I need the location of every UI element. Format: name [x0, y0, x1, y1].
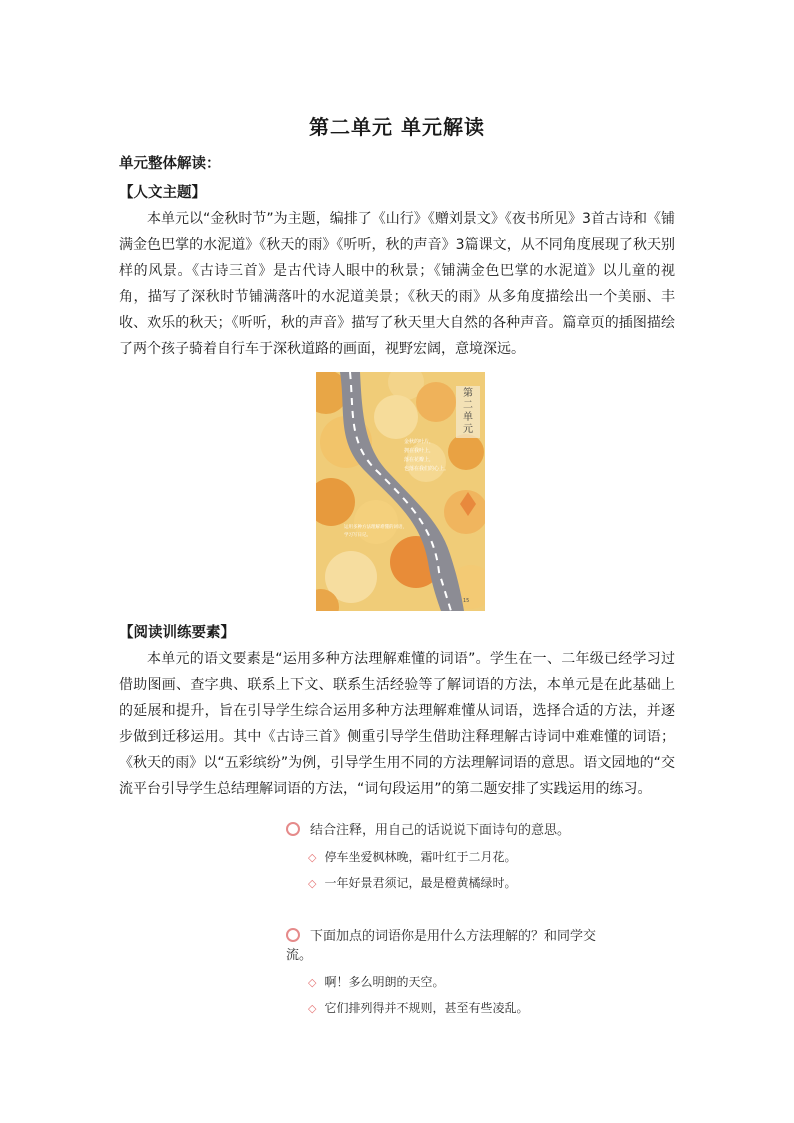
diamond-bullet-icon: ◇ [308, 1002, 317, 1015]
cover-page-number: 15 [463, 598, 470, 604]
exercise-title [286, 819, 586, 838]
exercise-item-text: 啊！多么明朗的天空。 [324, 975, 445, 989]
section-paragraph-reading: 本单元的语文要素是“运用多种方法理解难懂的词语”。学生在一、二年级已经学习过借助图画、查字典、联系上下文、联系生活经验等了解词语的方法，本单元是在此基础上的延展和提升，旨在引导学生综合运用多种方法理解难懂从词语，选择合适的方法，并逐步做到迁移运用。其中《古诗三首》侧重引导学生借助注释理解古诗词中难难懂的词语；《秋天的雨》以“五彩缤纷”为例，引导学生用不同的方法理解词语的意思。语文园地的“交流平台引导学生总结理解词语的方法，“词句段运用”的第二题安排了实践运用的练习。 [119, 651, 675, 797]
exercise-item-text: 一年好景君须记，最是橙黄橘绿时。 [324, 876, 517, 890]
exercise-title-text: 下面加点的词语你是用什么方法理解的？和同学交流。 [286, 929, 597, 963]
cover-unit-label: 第二单元 [463, 388, 473, 435]
exercise-item-text: 停车坐爱枫林晚，霜叶红于二月花。 [324, 850, 517, 864]
exercise-title-text: 结合注释，用自己的话说说下面诗句的意思。 [310, 823, 571, 838]
section-paragraph-humanities: 本单元以“金秋时节”为主题，编排了《山行》《赠刘景文》《夜书所见》3首古诗和《铺满金色巴掌的水泥道》《秋天的雨》《听听，秋的声音》3篇课文，从不同角度展现了秋天别样的风景。《古诗三首》是古代诗人眼中的秋景；《铺满金色巴掌的水泥道》以儿童的视角，描写了深秋时节铺满落叶的水泥道美景；《秋天的雨》从多角度描绘出一个美丽、丰收、欢乐的秋天；《听听，秋的声音》描写了秋天里大自然的各种声音。篇章页的插图描绘了两个孩子骑着自行车于深秋道路的画面，视野宏阔，意境深远。 [119, 211, 675, 357]
cover-poem [404, 438, 480, 474]
cover-caption-line: 运用多种方法理解难懂的词语， [344, 525, 407, 530]
diamond-bullet-icon: ◇ [308, 851, 317, 864]
exercise-item [308, 874, 586, 891]
exercise-block-2 [286, 925, 616, 1016]
page-title: 第二单元 单元解读 [309, 115, 485, 139]
cover-caption [344, 524, 434, 540]
diamond-bullet-icon: ◇ [308, 877, 317, 890]
section-heading-reading: 【阅读训练要素】 [119, 625, 235, 641]
cover-poem-line: 金秋的叶片， [404, 439, 435, 445]
exercise-block-1 [286, 819, 586, 891]
cover-poem-line: 也落在我们的心上。 [404, 466, 450, 472]
cover-poem-line: 落在花瓣上， [404, 457, 435, 463]
cover-poem-line: 拥在我叶上， [404, 448, 435, 454]
overall-heading: 单元整体解读： [119, 156, 221, 172]
diamond-bullet-icon: ◇ [308, 976, 317, 989]
exercise-item [308, 973, 616, 990]
exercise-item [308, 999, 616, 1016]
exercise-title [286, 925, 616, 963]
section-heading-humanities: 【人文主题】 [119, 185, 206, 201]
exercise-item-text: 它们排列得并不规则，甚至有些凌乱。 [324, 1001, 529, 1015]
circle-bullet-icon [286, 928, 300, 942]
exercise-item [308, 848, 586, 865]
cover-caption-line: 学习写日记。 [344, 533, 371, 538]
circle-bullet-icon [286, 822, 300, 836]
unit-cover-illustration [316, 372, 485, 611]
